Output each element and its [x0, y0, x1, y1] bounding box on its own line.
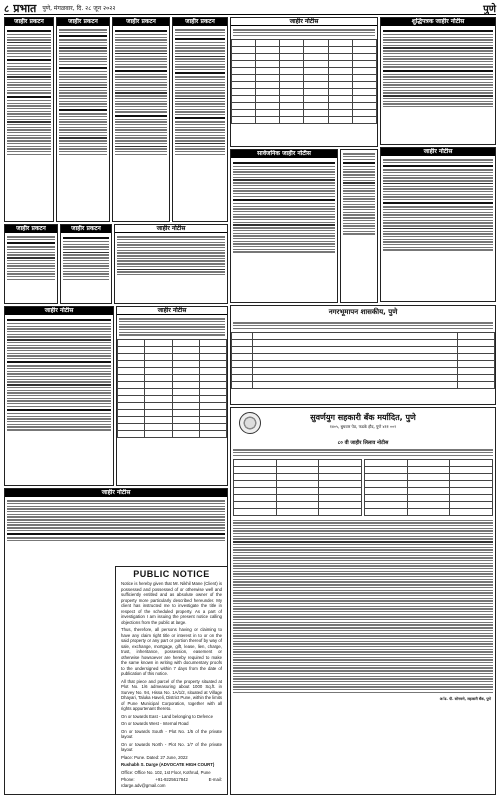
table-notice — [230, 17, 378, 147]
notice-header: जाहीर नोटीस — [115, 225, 227, 233]
notice-block — [112, 17, 170, 222]
notice-block — [56, 17, 110, 222]
public-notice-title: PUBLIC NOTICE — [133, 569, 210, 579]
city-survey-notice — [230, 305, 496, 405]
notice-block — [114, 224, 228, 304]
notice-block — [230, 149, 338, 303]
notice-paragraph: All that piece and parcel of the property situated at Plot No. 1/6 admeasuring about 1000 Sq.ft. in Survey No. 94, Hissa No. 1A/1/2, situated at Village Dhayari, Taluka Haveli, District Pune, within the limits of Pune Municipal Corporation, together with all rights appurtenant thereto. — [121, 678, 222, 711]
notice-header: जाहीर नोटीस — [5, 307, 113, 315]
date-line: पुणे, मंगळवार, दि. २८ जून २०२२ — [42, 5, 116, 12]
auction-table-left — [233, 459, 362, 516]
bank-title: सुवर्णयुग सहकारी बँक मर्यादित, पुणे — [310, 413, 416, 422]
notice-block — [172, 17, 228, 222]
paper-name: प्रभात — [13, 1, 37, 15]
notice-header: जाहीर नोटीस — [5, 489, 227, 497]
notice-header: शुद्धिपत्रक जाहीर नोटीस — [381, 18, 495, 26]
advocate-office: Office: Office No. 102, 1st Floor, Kothrud, Pune — [121, 769, 211, 775]
notice-header: जाहीर नोटीस — [381, 148, 495, 156]
advocate-contact: Phone: +91-9225617842 E-mail: rdarge.adv@gmail.com — [121, 777, 222, 788]
notice-header: जाहीर प्रकटन — [61, 225, 111, 233]
notice-block — [60, 224, 112, 304]
boundary-west: On or towards West - Internal Road — [121, 721, 189, 726]
advocate-signature: अॅड. पी. सोनवणे, सहकारी बँक, पुणे — [439, 697, 491, 702]
notice-paragraph: Notice is hereby given that Mr. Nikhil Mane (Client) is possessed and possessed of or otherwise well and sufficiently entitled and as absolute owner of the property more particularly described hereunder. My client has instructed me to investigate the title in respect of the scheduled property. As a part of investigation I am issuing the present notice calling objections from the public at large. — [121, 581, 222, 625]
page-number: ८ — [4, 4, 10, 15]
city-notice-title: नगरभूमापन शासकीय, पुणे — [328, 308, 398, 316]
notice-header: जाहीर प्रकटन — [57, 18, 109, 26]
boundary-north: On or towards North - Plot No. 1/7 of the private layout — [121, 741, 222, 752]
notice-header: जाहीर नोटीस — [231, 18, 377, 26]
bank-logo — [239, 412, 261, 434]
place-date: Place: Pune. Dated: 27 June, 2022 — [121, 754, 188, 760]
city-notice-table — [231, 332, 495, 389]
survey-table — [231, 39, 377, 124]
masthead — [4, 2, 496, 15]
bank-address: १४०५, बुधवार पेठ, फडके हौद, पुणे ४११ ००२ — [329, 424, 397, 429]
notice-block — [380, 17, 496, 145]
notice-header: जाहीर प्रकटन — [5, 18, 53, 26]
notice-header: जाहीर नोटीस — [117, 307, 227, 315]
notice-header: जाहीर प्रकटन — [173, 18, 227, 26]
notice-header: जाहीर प्रकटन — [5, 225, 57, 233]
bank-auction-notice — [230, 407, 496, 795]
public-notice — [115, 566, 228, 795]
notice-block — [4, 224, 58, 304]
notice-block — [4, 17, 54, 222]
land-table — [117, 339, 227, 438]
notice-block — [380, 147, 496, 302]
notice-block — [4, 306, 114, 486]
city-label: पुणे — [483, 4, 496, 15]
notice-header: सार्वजनिक जाहीर नोटीस — [231, 150, 337, 158]
boundary-south: On or towards South - Plot No. 1/5 of the private layout — [121, 728, 222, 739]
notice-paragraph: Thus, therefore, all persons having or claiming to have any claim right title or interest in to or on the said property or any part or portion thereof by way of sale, exchange, mortgage, gift, lease, lien, charge, trust, inheritance, possession, easement or otherwise howsoever are hereby required to make the same known in writing with documentary proofs to the undersigned within 7 days from the date of publication of this notice. — [121, 627, 222, 676]
notice-block — [340, 149, 378, 303]
advocate-name: Rushabh S. Darge (ADVOCATE HIGH COURT) — [121, 762, 215, 767]
auction-notice-title: ८० वी जाहीर लिलाव नोटीस — [337, 440, 389, 446]
boundary-east: On or towards East - Land belonging to Defence — [121, 713, 213, 719]
notice-header: जाहीर प्रकटन — [113, 18, 169, 26]
table-notice — [116, 306, 228, 486]
auction-table-right — [364, 459, 493, 516]
